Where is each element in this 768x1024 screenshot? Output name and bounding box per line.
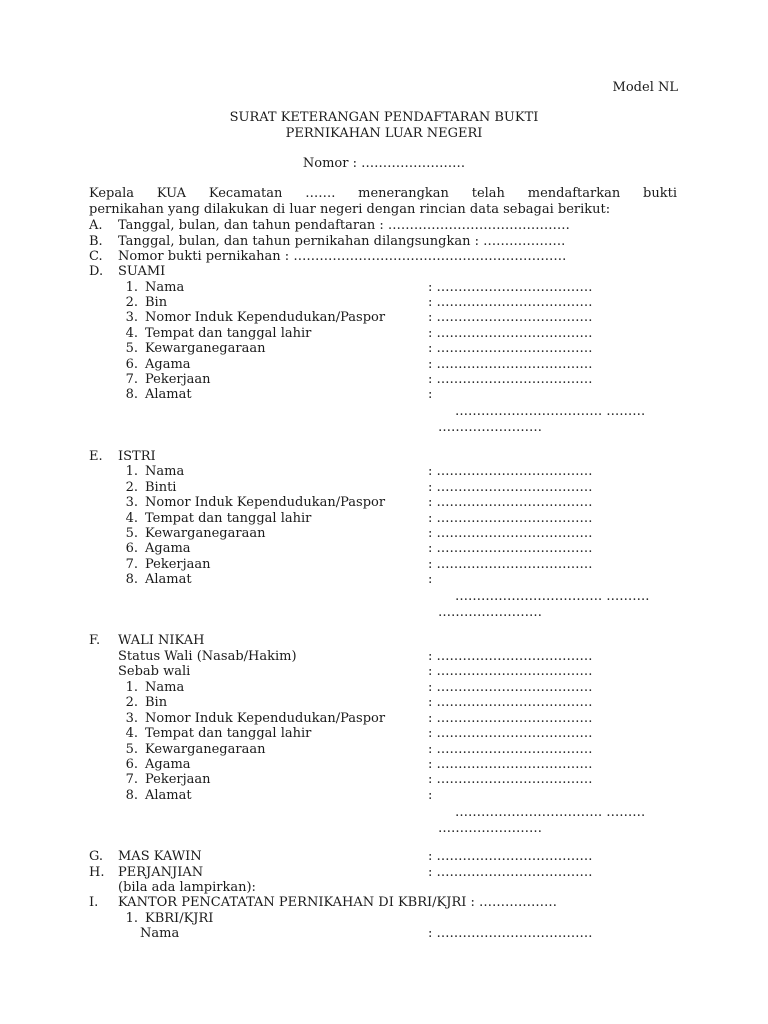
address-dots-line2: ……………………: [438, 420, 542, 435]
item-c-label: C.: [89, 249, 103, 264]
field-dots: : ………………………………: [428, 295, 593, 310]
field-number: 4.: [125, 511, 138, 526]
field-label: Alamat: [145, 788, 192, 803]
field-dots: : ………………………………: [428, 865, 593, 880]
field-number: 5.: [125, 341, 138, 356]
section-istri-title: ISTRI: [118, 449, 156, 464]
field-label: Alamat: [145, 572, 192, 587]
field-label: Kewarganegaraan: [145, 341, 266, 356]
section-d-label: D.: [89, 264, 104, 279]
kbri-nama-label: Nama: [140, 926, 180, 941]
intro-line1: Kepala KUA Kecamatan ……. menerangkan telah mendaftarkan bukti: [89, 186, 677, 201]
perjanjian-note: (bila ada lampirkan):: [118, 880, 256, 895]
field-dots: : ………………………………: [428, 680, 593, 695]
address-dots-line2: ……………………: [438, 605, 542, 620]
field-dots: : ………………………………: [428, 357, 593, 372]
field-number: 8.: [125, 788, 138, 803]
field-number: 7.: [125, 557, 138, 572]
field-label: Pekerjaan: [145, 772, 211, 787]
field-number: 5.: [125, 742, 138, 757]
field-dots: : ………………………………: [428, 326, 593, 341]
wali-sebab-label: Sebab wali: [118, 664, 191, 679]
field-dots: : ………………………………: [428, 742, 593, 757]
address-dots-line1: ……………………………. ………: [455, 805, 646, 820]
field-label: Nomor Induk Kependudukan/Paspor: [145, 495, 386, 510]
document-number: Nomor : ……………………: [302, 156, 466, 171]
field-dots: : ………………………………: [428, 526, 593, 541]
field-dots: : ………………………………: [428, 341, 593, 356]
field-dots: : ………………………………: [428, 511, 593, 526]
field-dots: : ………………………………: [428, 711, 593, 726]
document-title-line2: PERNIKAHAN LUAR NEGERI: [285, 126, 483, 141]
address-dots-line1: ……………………………. ……….: [455, 589, 650, 604]
wali-status-label: Status Wali (Nasab/Hakim): [118, 649, 297, 664]
field-dots: : ………………………………: [428, 926, 593, 941]
perjanjian-label: PERJANJIAN: [118, 865, 204, 880]
field-label: Alamat: [145, 387, 192, 402]
field-label: Bin: [145, 295, 168, 310]
field-number: 7.: [125, 372, 138, 387]
field-number: 1.: [125, 280, 138, 295]
section-g-label: G.: [89, 849, 104, 864]
section-i-label: I.: [89, 895, 99, 910]
field-label: Tempat dan tanggal lahir: [145, 726, 312, 741]
field-number: 7.: [125, 772, 138, 787]
field-dots: : ………………………………: [428, 757, 593, 772]
mas-kawin-label: MAS KAWIN: [118, 849, 202, 864]
field-dots: : ………………………………: [428, 372, 593, 387]
section-wali-title: WALI NIKAH: [118, 633, 205, 648]
field-dots: : ………………………………: [428, 480, 593, 495]
field-label: Tempat dan tanggal lahir: [145, 326, 312, 341]
field-label: Agama: [145, 757, 191, 772]
field-number: 1.: [125, 911, 138, 926]
field-label: Tempat dan tanggal lahir: [145, 511, 312, 526]
field-number: 1.: [125, 680, 138, 695]
field-label: Bin: [145, 695, 168, 710]
field-dots: : ………………………………: [428, 649, 593, 664]
field-number: 3.: [125, 310, 138, 325]
field-label: Agama: [145, 541, 191, 556]
field-dots: : ………………………………: [428, 772, 593, 787]
field-dots: : ………………………………: [428, 495, 593, 510]
field-dots: : ………………………………: [428, 541, 593, 556]
field-number: 8.: [125, 387, 138, 402]
field-label: Pekerjaan: [145, 372, 211, 387]
field-number: 6.: [125, 541, 138, 556]
field-number: 3.: [125, 711, 138, 726]
kantor-label: KANTOR PENCATATAN PERNIKAHAN DI KBRI/KJRI : ………………: [118, 895, 558, 910]
field-label: Kewarganegaraan: [145, 526, 266, 541]
field-number: 6.: [125, 757, 138, 772]
field-number: 5.: [125, 526, 138, 541]
field-dots: : ………………………………: [428, 849, 593, 864]
section-h-label: H.: [89, 865, 105, 880]
item-a-text: Tanggal, bulan, dan tahun pendaftaran : ……………………………………: [118, 218, 570, 233]
field-dots: : ………………………………: [428, 464, 593, 479]
field-number: 2.: [125, 695, 138, 710]
field-number: 8.: [125, 572, 138, 587]
field-number: 1.: [125, 464, 138, 479]
section-f-label: F.: [89, 633, 101, 648]
field-dots: : ………………………………: [428, 664, 593, 679]
field-dots: : ………………………………: [428, 310, 593, 325]
kbri-kjri-label: KBRI/KJRI: [145, 911, 214, 926]
field-label: Nama: [145, 280, 185, 295]
field-dots: : ………………………………: [428, 726, 593, 741]
field-number: 2.: [125, 295, 138, 310]
field-label: Agama: [145, 357, 191, 372]
field-number: 4.: [125, 326, 138, 341]
address-dots-line2: ……………………: [438, 821, 542, 836]
field-label: Nama: [145, 464, 185, 479]
section-e-label: E.: [89, 449, 103, 464]
item-b-text: Tanggal, bulan, dan tahun pernikahan dilangsungkan : ……………….: [118, 234, 566, 249]
document-title-line1: SURAT KETERANGAN PENDAFTARAN BUKTI: [229, 110, 539, 125]
field-colon: :: [428, 788, 433, 803]
intro-line2: pernikahan yang dilakukan di luar negeri dengan rincian data sebagai berikut:: [89, 202, 611, 217]
field-number: 3.: [125, 495, 138, 510]
item-c-text: Nomor bukti pernikahan : ………………………………………………………: [118, 249, 567, 264]
field-label: Nomor Induk Kependudukan/Paspor: [145, 310, 386, 325]
field-number: 6.: [125, 357, 138, 372]
field-dots: : ………………………………: [428, 695, 593, 710]
field-label: Kewarganegaraan: [145, 742, 266, 757]
field-dots: : ………………………………: [428, 280, 593, 295]
field-number: 2.: [125, 480, 138, 495]
model-label: Model NL: [612, 80, 678, 95]
item-a-label: A.: [89, 218, 103, 233]
item-b-label: B.: [89, 234, 103, 249]
field-colon: :: [428, 572, 433, 587]
address-dots-line1: ……………………………. ………: [455, 404, 646, 419]
field-label: Nomor Induk Kependudukan/Paspor: [145, 711, 386, 726]
field-colon: :: [428, 387, 433, 402]
field-label: Nama: [145, 680, 185, 695]
field-label: Pekerjaan: [145, 557, 211, 572]
field-label: Binti: [145, 480, 177, 495]
field-dots: : ………………………………: [428, 557, 593, 572]
section-suami-title: SUAMI: [118, 264, 166, 279]
field-number: 4.: [125, 726, 138, 741]
